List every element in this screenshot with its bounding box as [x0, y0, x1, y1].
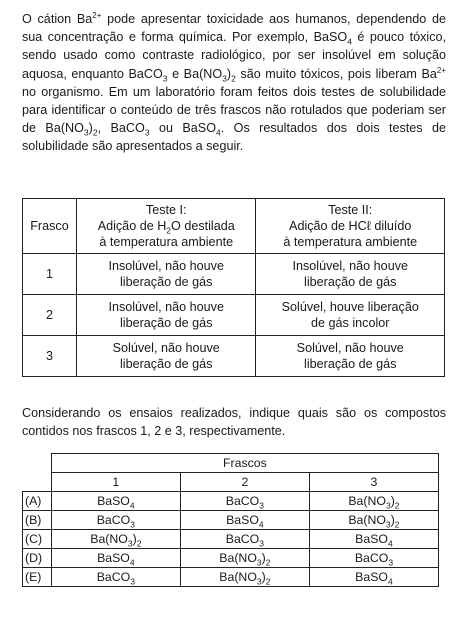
- formula-subscript: 3: [259, 538, 264, 549]
- table-row: [23, 336, 445, 377]
- intro-text: ou BaSO: [149, 121, 216, 136]
- option-row-a[interactable]: [23, 492, 439, 511]
- compound: ): [132, 532, 137, 546]
- answers-header-row: [23, 454, 439, 473]
- table-row: [23, 254, 445, 295]
- option-label[interactable]: (D): [23, 549, 52, 568]
- result-line: liberação de gás: [304, 275, 397, 289]
- test-2-result: [256, 336, 445, 377]
- compound: BaSO: [355, 570, 388, 584]
- formula-subscript: 4: [387, 576, 393, 587]
- compound: Ba(NO: [90, 532, 128, 546]
- blank-cell: [23, 454, 52, 473]
- compound-cell: [180, 511, 309, 530]
- compound: ): [390, 494, 395, 508]
- formula-subscript: 3: [162, 73, 168, 84]
- compound: BaCO: [354, 551, 389, 565]
- formula-subscript: 3: [385, 519, 391, 530]
- tests-table-header-row: [23, 199, 445, 254]
- intro-text: , BaCO: [97, 121, 145, 136]
- test-2-result: [256, 254, 445, 295]
- compound-cell: [309, 568, 438, 587]
- compound-cell: [51, 530, 180, 549]
- test-1-result: [76, 336, 256, 377]
- formula-subscript: 4: [129, 557, 135, 568]
- test-2-title: Teste II:: [328, 203, 373, 217]
- compound: BaSO: [355, 532, 388, 546]
- compound: BaSO: [226, 513, 259, 527]
- formula-subscript: 4: [129, 500, 135, 511]
- formula-subscript: 3: [130, 576, 135, 587]
- option-label[interactable]: (E): [23, 568, 52, 587]
- result-line: Solúvel, não houve: [112, 341, 220, 355]
- option-row-e[interactable]: [23, 568, 439, 587]
- formula-subscript: 4: [258, 519, 264, 530]
- compound: BaCO: [96, 570, 131, 584]
- header-test-2: [256, 199, 445, 254]
- compound-cell: [180, 492, 309, 511]
- test-2-description: Adição de HCℓ diluído: [289, 219, 412, 233]
- column-2: 2: [180, 473, 309, 492]
- result-line: liberação de gás: [120, 316, 213, 330]
- result-line: Insolúvel, não houve: [292, 259, 408, 273]
- intro-text: ): [88, 121, 93, 136]
- compound: BaCO: [225, 494, 260, 508]
- intro-text: são muito tóxicos, pois liberam Ba: [235, 66, 437, 81]
- column-3: 3: [309, 473, 438, 492]
- intro-text: . Os resultados dos dois testes de solubilidade são apresentados a seguir.: [22, 121, 446, 154]
- table-row: [23, 295, 445, 336]
- formula-subscript: 4: [387, 538, 393, 549]
- test-1-condition: à temperatura ambiente: [99, 235, 234, 249]
- frasco-number: 2: [23, 295, 77, 336]
- formula-subscript: 3: [256, 557, 262, 568]
- compound: BaSO: [97, 494, 130, 508]
- formula-subscript: 3: [83, 127, 89, 138]
- header-frascos: Frascos: [51, 454, 438, 473]
- answer-options-table: [22, 453, 439, 587]
- compound-cell: [51, 568, 180, 587]
- compound-cell: [51, 492, 180, 511]
- formula-subscript: 2: [394, 500, 400, 511]
- compound-cell: [180, 568, 309, 587]
- compound-cell: [309, 511, 438, 530]
- test-1-result: [76, 254, 256, 295]
- formula-subscript: 2: [166, 225, 172, 236]
- header-test-1: [76, 199, 256, 254]
- compound: BaSO: [97, 551, 130, 565]
- compound-cell: [309, 549, 438, 568]
- option-row-c[interactable]: [23, 530, 439, 549]
- result-line: liberação de gás: [304, 357, 397, 371]
- formula-subscript: 4: [347, 36, 352, 47]
- formula-subscript: 2: [136, 538, 142, 549]
- compound: ): [261, 551, 266, 565]
- option-label[interactable]: (A): [23, 492, 52, 511]
- test-1-description: Adição de H: [97, 219, 167, 233]
- test-1-result: [76, 295, 256, 336]
- frasco-number: 3: [23, 336, 77, 377]
- intro-text: e Ba(NO: [167, 66, 223, 81]
- solubility-tests-table: [22, 198, 445, 377]
- formula-subscript: 4: [216, 127, 221, 138]
- intro-text: ): [226, 66, 232, 81]
- intro-paragraph: [22, 10, 446, 156]
- compound: ): [390, 513, 395, 527]
- result-line: liberação de gás: [120, 357, 213, 371]
- formula-subscript: 2: [231, 73, 236, 84]
- column-1: 1: [51, 473, 180, 492]
- compound-cell: [180, 549, 309, 568]
- formula-subscript: 2: [265, 557, 271, 568]
- formula-subscript: 3: [127, 538, 133, 549]
- intro-text: O cátion Ba: [22, 12, 93, 26]
- result-line: Insolúvel, não houve: [108, 300, 224, 314]
- formula-subscript: 2: [265, 576, 271, 587]
- intro-text: no organismo. Em um laboratório foram feitos dois testes de solubilidade para identificar o conteúdo de três frascos não rotulados que poderiam ser de Ba(NO: [22, 84, 446, 136]
- formula-subscript: 3: [388, 557, 394, 568]
- compound: BaCO: [225, 532, 260, 546]
- formula-subscript: 3: [222, 73, 227, 84]
- result-line: Solúvel, não houve: [296, 341, 404, 355]
- formula-subscript: 2: [394, 519, 400, 530]
- formula-subscript: 3: [144, 127, 150, 138]
- result-line: Solúvel, houve liberação: [281, 300, 419, 314]
- intro-text: é pouco tóxico, sendo usado como contraste radiológico, por ser insolúvel em solução aquosa, enquanto BaCO: [22, 30, 446, 81]
- compound: ): [261, 570, 266, 584]
- option-label[interactable]: (C): [23, 530, 52, 549]
- intro-text: pode apresentar toxicidade aos humanos, dependendo de sua concentração e forma química. Por exemplo, BaSO: [22, 12, 446, 45]
- charge-superscript: 2+: [436, 65, 446, 75]
- compound-cell: [309, 530, 438, 549]
- test-2-condition: à temperatura ambiente: [283, 235, 418, 249]
- option-row-b[interactable]: [23, 511, 439, 530]
- compound: Ba(NO: [219, 551, 257, 565]
- result-line: Insolúvel, não houve: [108, 259, 224, 273]
- result-line: liberação de gás: [120, 275, 213, 289]
- result-line: de gás incolor: [311, 316, 390, 330]
- blank-cell: [23, 473, 52, 492]
- compound-cell: [51, 549, 180, 568]
- formula-subscript: 2: [92, 127, 98, 138]
- formula-subscript: 3: [256, 576, 262, 587]
- answers-column-row: [23, 473, 439, 492]
- option-row-d[interactable]: [23, 549, 439, 568]
- compound: Ba(NO: [348, 494, 386, 508]
- test-2-result: [256, 295, 445, 336]
- test-1-title: Teste I:: [145, 203, 187, 217]
- question-text: Considerando os ensaios realizados, indique quais são os compostos contidos nos frascos 1, 2 e 3, respectivamente.: [22, 406, 446, 439]
- compound: Ba(NO: [219, 570, 257, 584]
- charge-superscript: 2+: [92, 10, 102, 20]
- compound: BaCO: [96, 513, 131, 527]
- frasco-number: 1: [23, 254, 77, 295]
- compound-cell: [309, 492, 438, 511]
- formula-subscript: 3: [385, 500, 391, 511]
- header-frasco: Frasco: [23, 199, 77, 254]
- test-1-description: O destilada: [171, 219, 235, 233]
- compound: Ba(NO: [348, 513, 386, 527]
- compound-cell: [180, 530, 309, 549]
- option-label[interactable]: (B): [23, 511, 52, 530]
- compound-cell: [51, 511, 180, 530]
- formula-subscript: 3: [130, 519, 135, 530]
- formula-subscript: 3: [259, 500, 264, 511]
